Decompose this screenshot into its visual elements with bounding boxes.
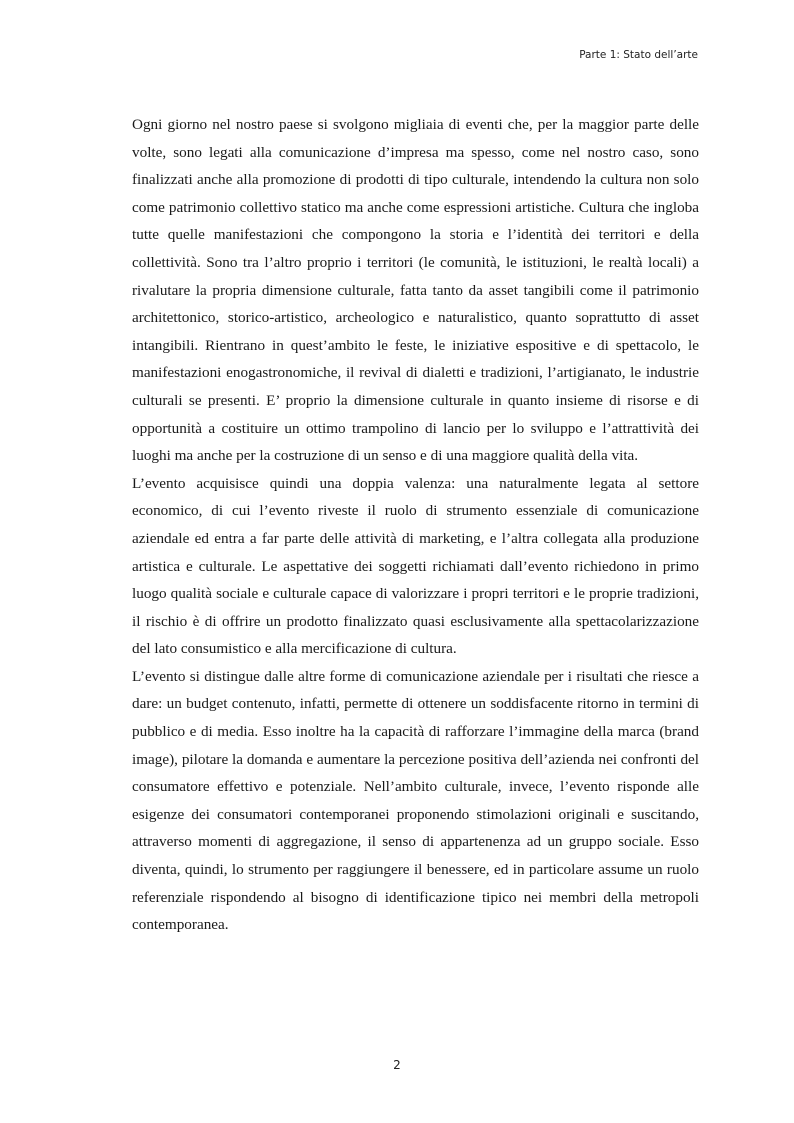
body-text xyxy=(132,111,699,939)
running-header: Parte 1: Stato dell’arte xyxy=(579,49,698,61)
page-number: 2 xyxy=(393,1058,401,1072)
paragraph-3: L’evento si distingue dalle altre forme di comunicazione aziendale per i risultati che riesce a dare: un budget contenuto, infatti, permette di ottenere un soddisfacente ritorno in termini di pubblico e di media. Esso inoltre ha la capacità di rafforzare l’immagine della marca (brand image), pilotare la domanda e aumentare la percezione positiva dell’azienda nei confronti del consumatore effettivo e potenziale. Nell’ambito culturale, invece, l’evento risponde alle esigenze dei consumatori contemporanei proponendo stimolazioni originali e suscitando, attraverso momenti di aggregazione, il senso di appartenenza ad un gruppo sociale. Esso diventa, quindi, lo strumento per raggiungere il benessere, ed in particolare assume un ruolo referenziale rispondendo al bisogno di identificazione tipico nei membri della metropoli contemporanea. xyxy=(132,667,699,934)
paragraph-1: Ogni giorno nel nostro paese si svolgono migliaia di eventi che, per la maggior parte delle volte, sono legati alla comunicazione d’impresa ma spesso, come nel nostro caso, sono finalizzati anche alla promozione di prodotti di tipo culturale, intendendo la cultura non solo come patrimonio collettivo statico ma anche come espressioni artistiche. Cultura che ingloba tutte quelle manifestazioni che compongono la storia e l’identità dei territori e della collettività. Sono tra l’altro proprio i territori (le comunità, le istituzioni, le realtà locali) a rivalutare la propria dimensione culturale, fatta tanto da asset tangibili come il patrimonio architettonico, storico-artistico, archeologico e naturalistico, quanto soprattutto di asset intangibili. Rientrano in quest’ambito le feste, le iniziative espositive e di spettacolo, le manifestazioni enogastronomiche, il revival di dialetti e tradizioni, l’artigianato, le industrie culturali se presenti. E’ proprio la dimensione culturale in quanto insieme di risorse e di opportunità a costituire un ottimo trampolino di lancio per lo sviluppo e l’attrattività dei luoghi ma anche per la costruzione di un senso e di una maggiore qualità della vita. xyxy=(132,116,699,465)
paragraph-2: L’evento acquisisce quindi una doppia valenza: una naturalmente legata al settore economico, di cui l’evento riveste il ruolo di strumento essenziale di comunicazione aziendale ed entra a far parte delle attività di marketing, e l’altra collegata alla produzione artistica e culturale. Le aspettative dei soggetti richiamati dall’evento richiedono in primo luogo qualità sociale e culturale capace di valorizzare i propri territori e le proprie tradizioni, il rischio è di offrire un prodotto finalizzato quasi esclusivamente alla spettacolarizzazione del lato consumistico e alla mercificazione di cultura. xyxy=(132,474,699,658)
